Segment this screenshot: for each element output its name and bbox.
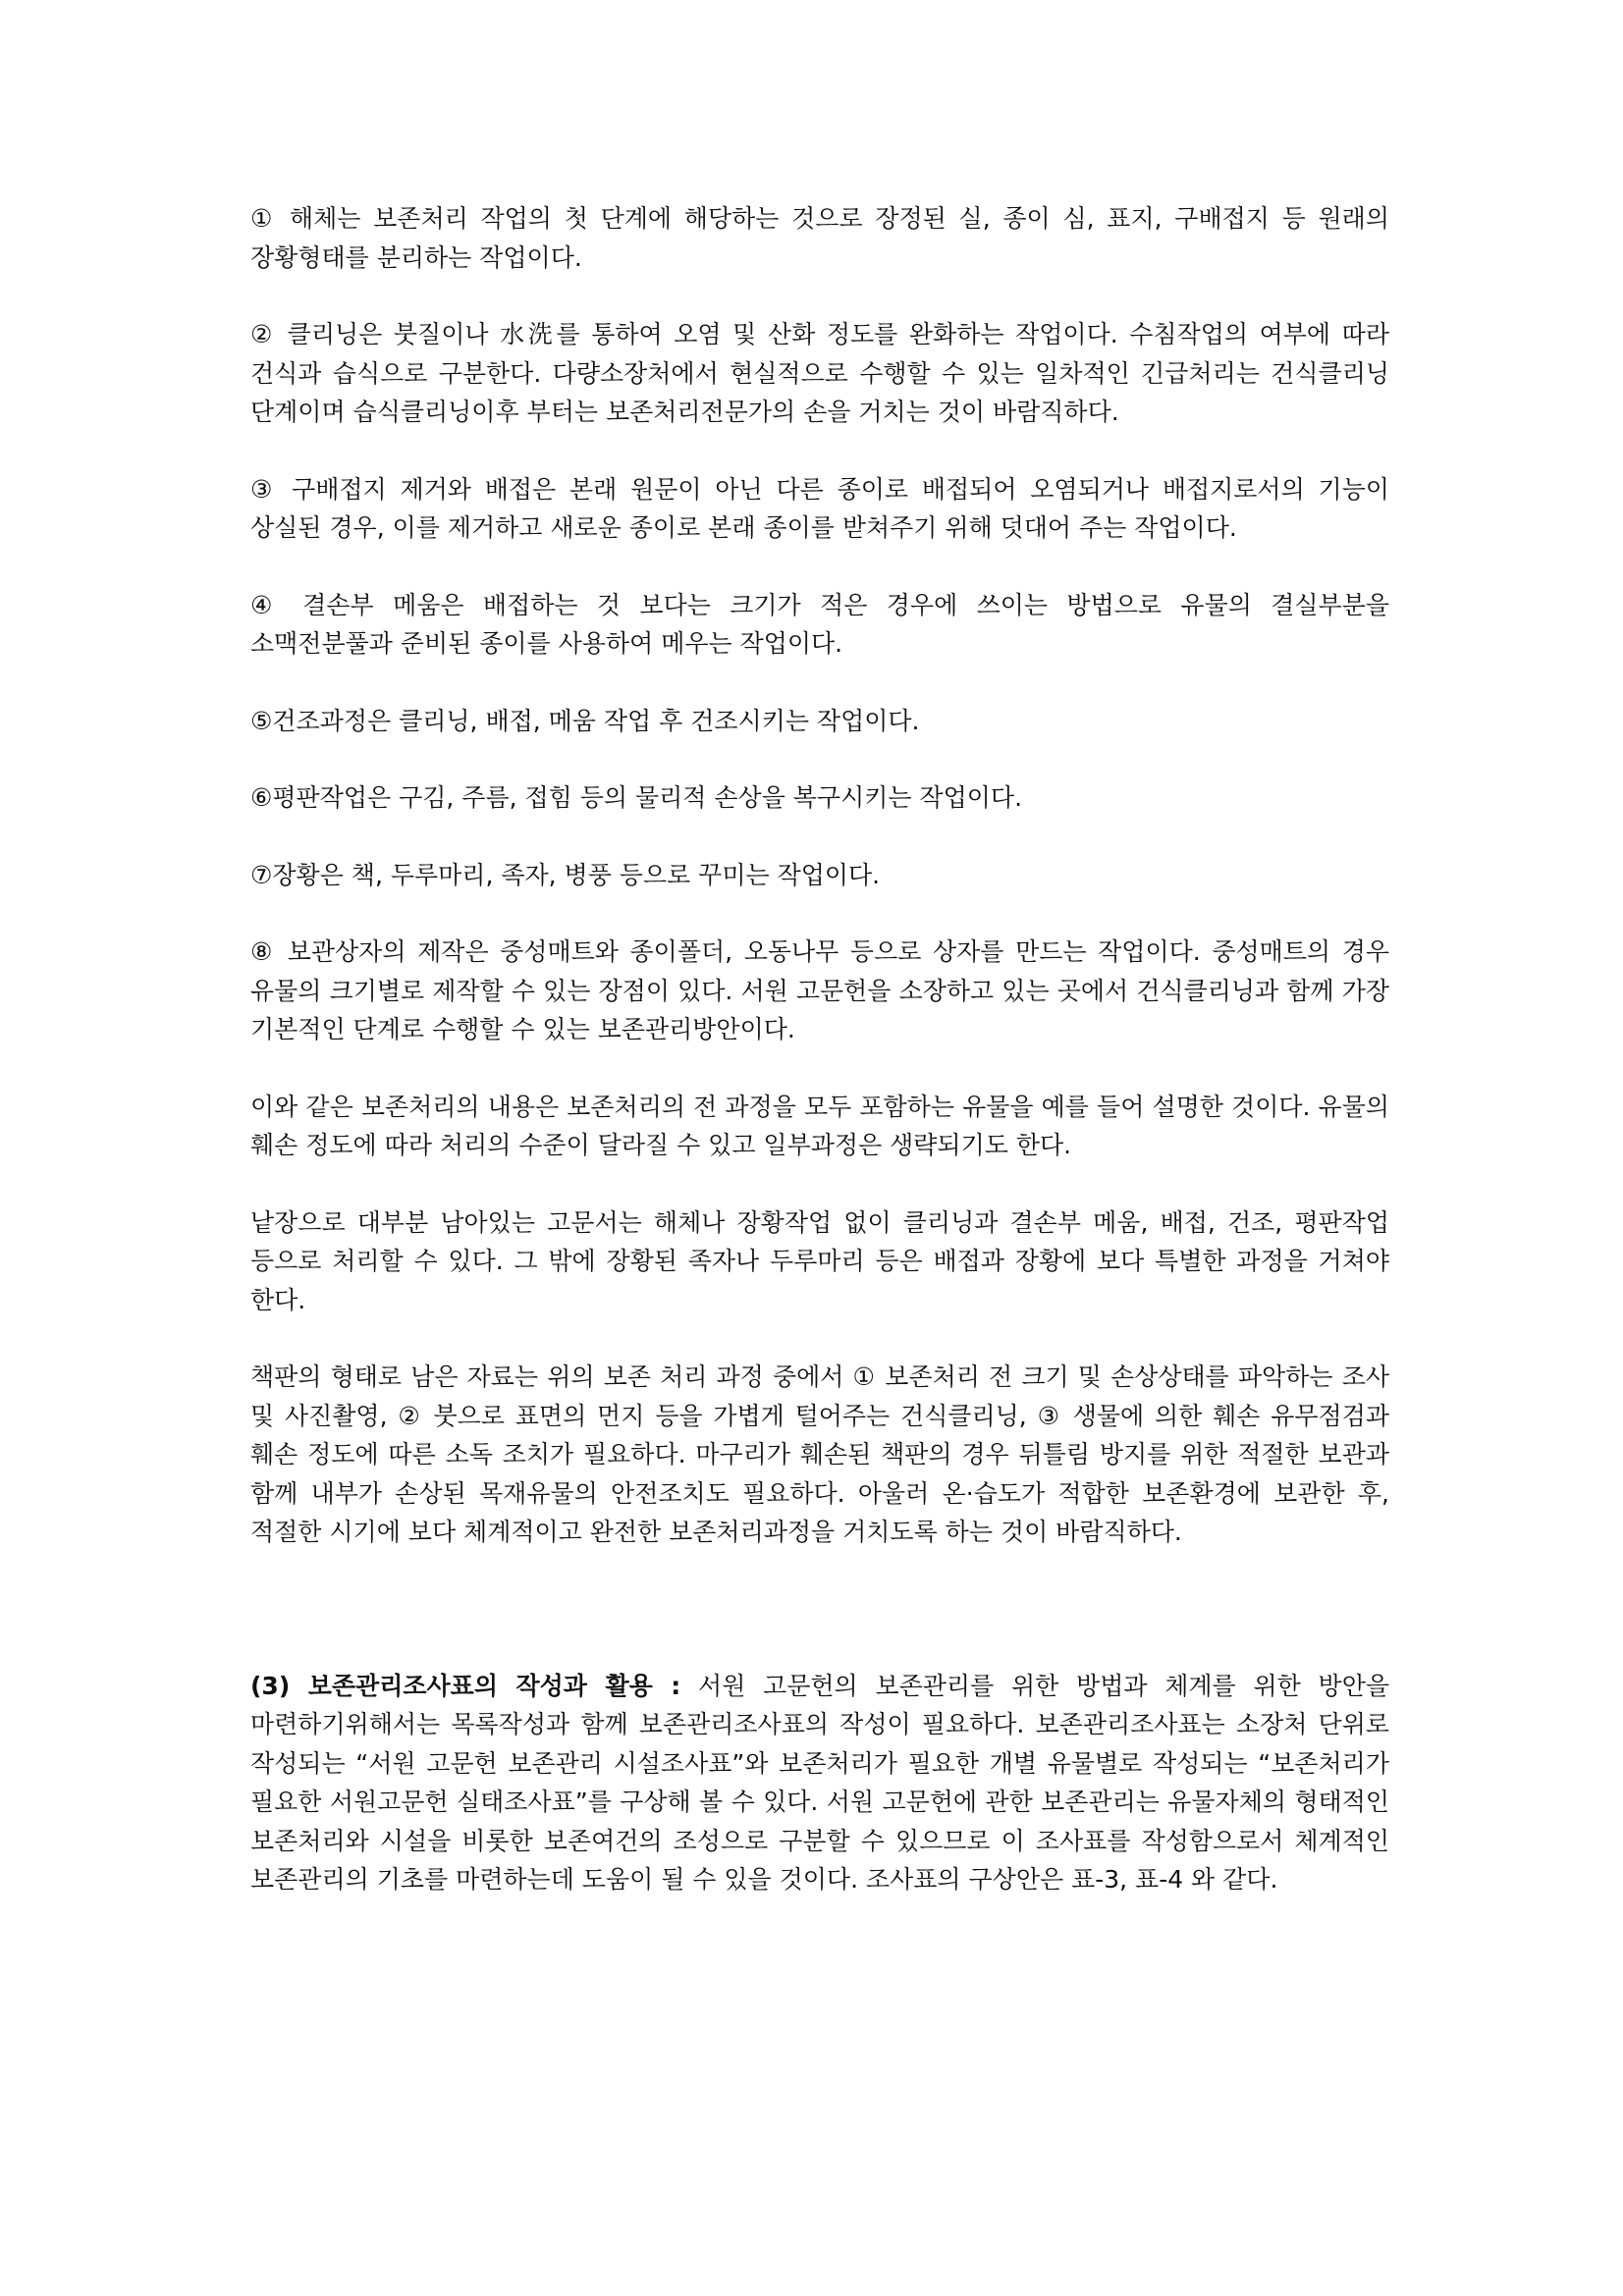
section-3-heading: (3) 보존관리조사표의 작성과 활용 : [250, 1671, 681, 1700]
section-3-paragraph [250, 1667, 1389, 1899]
paragraph-woodblocks: 책판의 형태로 남은 자료는 위의 보존 처리 과정 중에서 ① 보존처리 전 크기 및 손상상태를 파악하는 조사 및 사진촬영, ② 붓으로 표면의 먼지 등을 가볍게 털어주는 건식클리닝, ③ 생물에 의한 훼손 유무점검과 훼손 정도에 따른 소독 조치가 필요하다. 마구리가 훼손된 책판의 경우 뒤틀림 방지를 위한 적절한 보관과 함께 내부가 손상된 목재유물의 안전조치도 필요하다. 아울러 온·습도가 적합한 보존환경에 보관한 후, 적절한 시기에 보다 체계적이고 완전한 보존처리과정을 거치도록 하는 것이 바람직하다. [250, 1362, 1389, 1546]
paragraph-summary: 이와 같은 보존처리의 내용은 보존처리의 전 과정을 모두 포함하는 유물을 예를 들어 설명한 것이다. 유물의 훼손 정도에 따라 처리의 수준이 달라질 수 있고 일부과정은 생략되기도 한다. [250, 1092, 1389, 1159]
document-page [250, 199, 1389, 1899]
paragraph-disassembly: ① 해체는 보존처리 작업의 첫 단계에 해당하는 것으로 장정된 실, 종이 심, 표지, 구배접지 등 원래의 장황형태를 분리하는 작업이다. [250, 204, 1389, 272]
paragraph-drying: ⑤건조과정은 클리닝, 배접, 메움 작업 후 건조시키는 작업이다. [250, 706, 920, 735]
paragraph-cleaning: ② 클리닝은 붓질이나 水洗를 통하여 오염 및 산화 정도를 완화하는 작업이다. 수침작업의 여부에 따라 건식과 습식으로 구분한다. 다량소장처에서 현실적으로 수행할 수 있는 일차적인 긴급처리는 건식클리닝 단계이며 습식클리닝이후 부터는 보존처리전문가의 손을 거치는 것이 바람직하다. [250, 320, 1389, 426]
paragraph-documents: 낱장으로 대부분 남아있는 고문서는 해체나 장황작업 없이 클리닝과 결손부 메움, 배접, 건조, 평판작업 등으로 처리할 수 있다. 그 밖에 장황된 족자나 두루마리 등은 배접과 장황에 보다 특별한 과정을 거쳐야 한다. [250, 1207, 1389, 1314]
paragraph-mounting: ⑦장황은 책, 두루마리, 족자, 병풍 등으로 꾸미는 작업이다. [250, 860, 881, 889]
section-3-body: 서원 고문헌의 보존관리를 위한 방법과 체계를 위한 방안을 마련하기위해서는 목록작성과 함께 보존관리조사표의 작성이 필요하다. 보존관리조사표는 소장처 단위로 작성되는 “서원 고문헌 보존관리 시설조사표”와 보존처리가 필요한 개별 유물별로 작성되는 “보존처리가 필요한 서원고문헌 실태조사표”를 구상해 볼 수 있다. 서원 고문헌에 관한 보존관리는 유물자체의 형태적인 보존처리와 시설을 비롯한 보존여건의 조성으로 구분할 수 있으므로 이 조사표를 작성함으로서 체계적인 보존관리의 기초를 마련하는데 도움이 될 수 있을 것이다. 조사표의 구상안은 표-3, 표-4 와 같다. [250, 1671, 1389, 1894]
paragraph-flattening: ⑥평판작업은 구김, 주름, 접힘 등의 물리적 손상을 복구시키는 작업이다. [250, 783, 1023, 812]
paragraph-infill: ④ 결손부 메움은 배접하는 것 보다는 크기가 적은 경우에 쓰이는 방법으로 유물의 결실부분을 소맥전분풀과 준비된 종이를 사용하여 메우는 작업이다. [250, 590, 1389, 658]
paragraph-backing: ③ 구배접지 제거와 배접은 본래 원문이 아닌 다른 종이로 배접되어 오염되거나 배접지로서의 기능이 상실된 경우, 이를 제거하고 새로운 종이로 본래 종이를 받쳐주기 위해 덧대어 주는 작업이다. [250, 474, 1389, 542]
paragraph-storage-box: ⑧ 보관상자의 제작은 중성매트와 종이폴더, 오동나무 등으로 상자를 만드는 작업이다. 중성매트의 경우 유물의 크기별로 제작할 수 있는 장점이 있다. 서원 고문헌을 소장하고 있는 곳에서 건식클리닝과 함께 가장 기본적인 단계로 수행할 수 있는 보존관리방안이다. [250, 937, 1389, 1043]
